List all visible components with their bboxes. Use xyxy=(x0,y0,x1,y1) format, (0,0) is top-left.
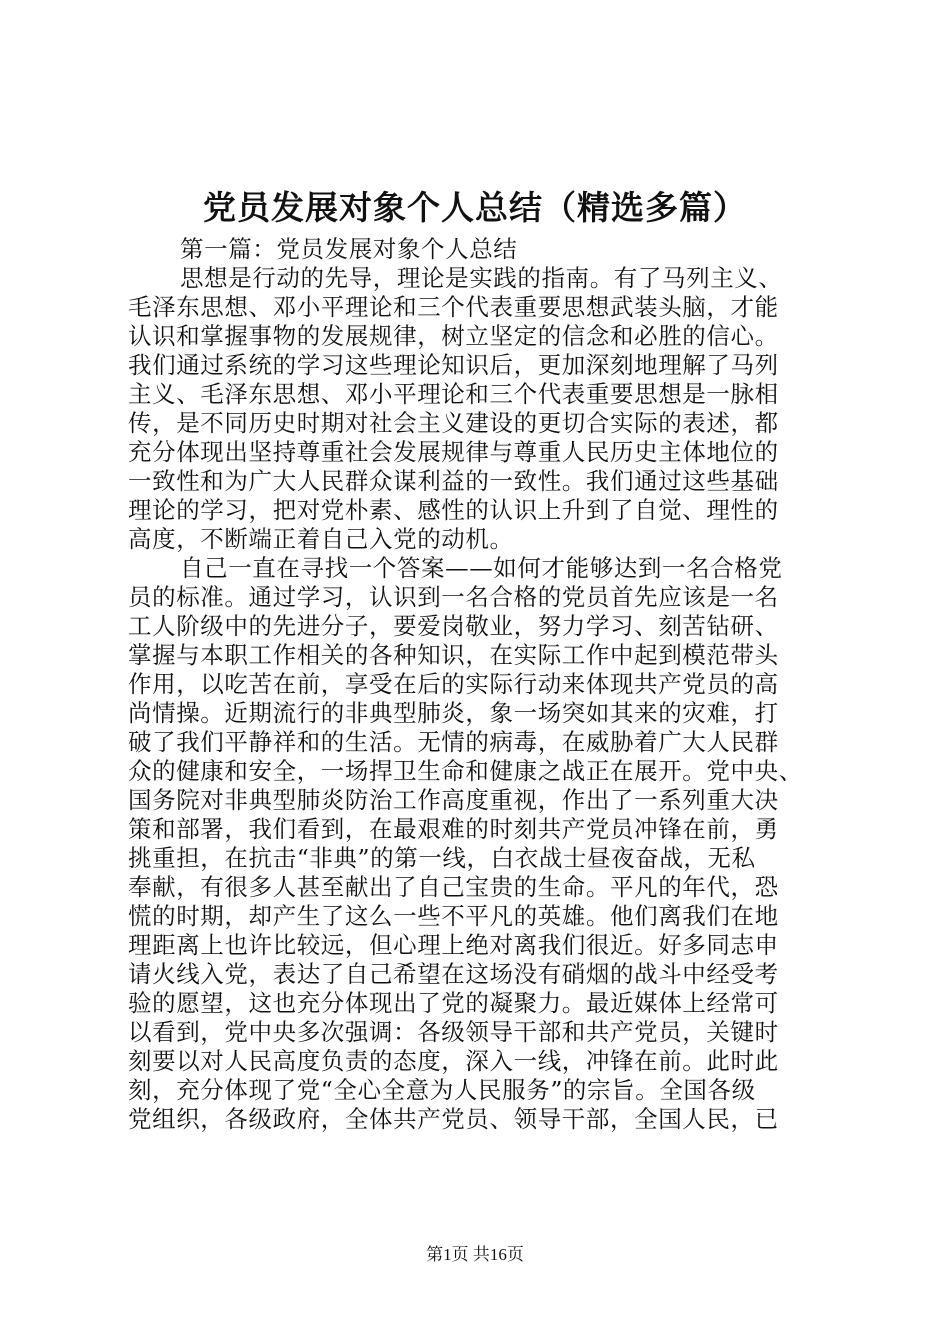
document-body xyxy=(128,235,834,1134)
page-number-footer: 第1页 共16页 xyxy=(426,1245,524,1264)
paragraph-line: 工人阶级中的先进分子，要爱岗敬业，努力学习、刻苦钻研、 xyxy=(128,612,779,640)
document-title: 党员发展对象个人总结（精选多篇） xyxy=(203,188,747,227)
paragraph-line: 国务院对非典型肺炎防治工作高度重视，作出了一系列重大决 xyxy=(128,786,779,814)
paragraph-line: 主义、毛泽东思想、邓小平理论和三个代表重要思想是一脉相 xyxy=(128,380,779,408)
paragraph-line: 员的标准。通过学习，认识到一名合格的党员首先应该是一名 xyxy=(128,583,779,611)
paragraph-line: 理论的学习，把对党朴素、感性的认识上升到了自觉、理性的 xyxy=(128,496,779,524)
paragraph-line: 高度，不断端正着自己入党的动机。 xyxy=(128,525,514,553)
paragraph-line: 认识和掌握事物的发展规律，树立坚定的信念和必胜的信心。 xyxy=(128,322,779,350)
paragraph-line: 思想是行动的先导，理论是实践的指南。有了马列主义、 xyxy=(180,264,783,292)
paragraph-line: 刻要以对人民高度负责的态度，深入一线，冲锋在前。此时此 xyxy=(128,1047,779,1075)
paragraph-line: 以看到，党中央多次强调：各级领导干部和共产党员，关键时 xyxy=(128,1018,779,1046)
paragraph-line: 众的健康和安全，一场捍卫生命和健康之战正在展开。党中央、 xyxy=(128,757,803,785)
paragraph-line: 刻，充分体现了党“全心全意为人民服务”的宗旨。全国各级 xyxy=(128,1076,756,1104)
paragraph-line: 作用，以吃苦在前，享受在后的实际行动来体现共产党员的高 xyxy=(128,670,779,698)
paragraph-line: 破了我们平静祥和的生活。无情的病毒，在威胁着广大人民群 xyxy=(128,728,779,756)
paragraph-line: 请火线入党，表达了自己希望在这场没有硝烟的战斗中经受考 xyxy=(128,960,779,988)
paragraph-line: 掌握与本职工作相关的各种知识，在实际工作中起到模范带头 xyxy=(128,641,779,669)
paragraph-line: 理距离上也许比较远，但心理上绝对离我们很近。好多同志申 xyxy=(128,931,779,959)
paragraph-line: 传，是不同历史时期对社会主义建设的更切合实际的表述，都 xyxy=(128,409,779,437)
paragraph-line: 奉献，有很多人甚至献出了自己宝贵的生命。平凡的年代，恐 xyxy=(128,873,779,901)
paragraph-line: 尚情操。近期流行的非典型肺炎，象一场突如其来的灾难，打 xyxy=(128,699,779,727)
paragraph-line: 我们通过系统的学习这些理论知识后，更加深刻地理解了马列 xyxy=(128,351,779,379)
paragraph-line: 党组织，各级政府，全体共产党员、领导干部，全国人民，已 xyxy=(128,1105,779,1133)
paragraph-line: 挑重担，在抗击“非典”的第一线，白衣战士昼夜奋战，无私 xyxy=(128,844,756,872)
paragraph-line: 验的愿望，这也充分体现出了党的凝聚力。最近媒体上经常可 xyxy=(128,989,779,1017)
paragraph-line: 自己一直在寻找一个答案——如何才能够达到一名合格党 xyxy=(180,554,783,582)
paragraph-line: 策和部署，我们看到，在最艰难的时刻共产党员冲锋在前，勇 xyxy=(128,815,779,843)
paragraph-line: 毛泽东思想、邓小平理论和三个代表重要思想武装头脑，才能 xyxy=(128,293,779,321)
paragraph-line: 充分体现出坚持尊重社会发展规律与尊重人民历史主体地位的 xyxy=(128,438,779,466)
paragraph-line: 一致性和为广大人民群众谋利益的一致性。我们通过这些基础 xyxy=(128,467,779,495)
section-heading: 第一篇：党员发展对象个人总结 xyxy=(180,235,518,263)
paragraph-line: 慌的时期，却产生了这么一些不平凡的英雄。他们离我们在地 xyxy=(128,902,779,930)
